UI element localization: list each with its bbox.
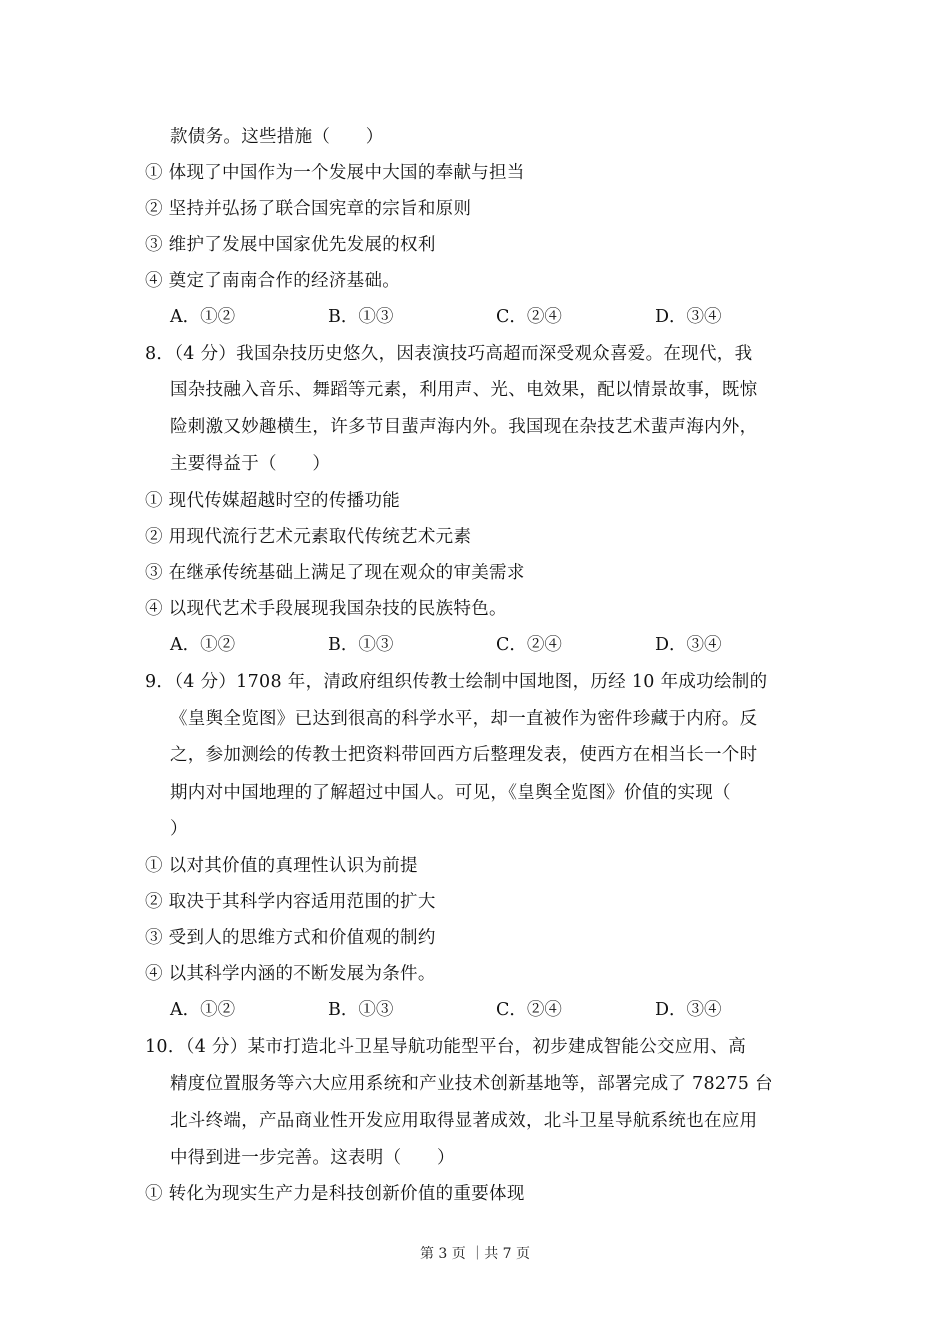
q8-statement-3: ③ 在继承传统基础上满足了现在观众的审美需求 (145, 563, 525, 583)
q10-stem-line-3: 北斗终端，产品商业性开发应用取得显著成效，北斗卫星导航系统也在应用 (170, 1111, 758, 1131)
q9-option-d: D．③④ (655, 1000, 722, 1020)
q9-stem-line-5: ） (170, 819, 188, 839)
q9-option-b: B．①③ (328, 1000, 394, 1020)
q9-statement-2: ② 取决于其科学内容适用范围的扩大 (145, 892, 436, 912)
q9-statement-1: ① 以对其价值的真理性认识为前提 (145, 856, 418, 876)
q10-statement-1: ① 转化为现实生产力是科技创新价值的重要体现 (145, 1184, 525, 1204)
q8-statement-4: ④ 以现代艺术手段展现我国杂技的民族特色。 (145, 599, 507, 619)
q9-stem-line-4: 期内对中国地理的了解超过中国人。可见，《皇舆全览图》价值的实现（ (170, 783, 731, 803)
q10-stem-line-1: 10．（4 分）某市打造北斗卫星导航功能型平台，初步建成智能公交应用、高 (145, 1037, 747, 1057)
q7-statement-1: ① 体现了中国作为一个发展中大国的奉献与担当 (145, 163, 525, 183)
q7-stem-continuation: 款债务。这些措施（ ） (170, 127, 384, 147)
q7-option-a: A．①② (170, 307, 236, 327)
q8-stem-line-4: 主要得益于（ ） (170, 454, 331, 474)
q9-stem-line-3: 之，参加测绘的传教士把资料带回西方后整理发表，使西方在相当长一个时 (170, 745, 758, 765)
q8-option-c: C．②④ (496, 635, 562, 655)
q7-option-d: D．③④ (655, 307, 722, 327)
q10-stem-line-2: 精度位置服务等六大应用系统和产业技术创新基地等，部署完成了 78275 台 (170, 1074, 773, 1094)
q7-statement-2: ② 坚持并弘扬了联合国宪章的宗旨和原则 (145, 199, 472, 219)
q8-statement-2: ② 用现代流行艺术元素取代传统艺术元素 (145, 527, 472, 547)
q7-statement-4: ④ 奠定了南南合作的经济基础。 (145, 271, 401, 291)
q9-option-c: C．②④ (496, 1000, 562, 1020)
q9-stem-line-2: 《皇舆全览图》已达到很高的科学水平，却一直被作为密件珍藏于内府。反 (170, 709, 758, 729)
q7-option-b: B．①③ (328, 307, 394, 327)
q8-stem-line-1: 8．（4 分）我国杂技历史悠久，因表演技巧高超而深受观众喜爱。在现代，我 (145, 344, 753, 364)
q8-option-d: D．③④ (655, 635, 722, 655)
q9-stem-line-1: 9．（4 分）1708 年，清政府组织传教士绘制中国地图，历经 10 年成功绘制的 (145, 672, 768, 692)
q10-stem-line-4: 中得到进一步完善。这表明（ ） (170, 1148, 455, 1168)
q8-stem-line-2: 国杂技融入音乐、舞蹈等元素，利用声、光、电效果，配以情景故事，既惊 (170, 380, 758, 400)
q7-option-c: C．②④ (496, 307, 562, 327)
q8-option-a: A．①② (170, 635, 236, 655)
q8-statement-1: ① 现代传媒超越时空的传播功能 (145, 491, 401, 511)
q7-statement-3: ③ 维护了发展中国家优先发展的权利 (145, 235, 436, 255)
q9-statement-4: ④ 以其科学内涵的不断发展为条件。 (145, 964, 436, 984)
q8-option-b: B．①③ (328, 635, 394, 655)
q9-statement-3: ③ 受到人的思维方式和价值观的制约 (145, 928, 436, 948)
q9-option-a: A．①② (170, 1000, 236, 1020)
page-footer: 第 3 页 ｜共 7 页 (419, 1246, 531, 1262)
q8-stem-line-3: 险刺激又妙趣横生，许多节目蜚声海内外。我国现在杂技艺术蜚声海内外， (170, 417, 758, 437)
